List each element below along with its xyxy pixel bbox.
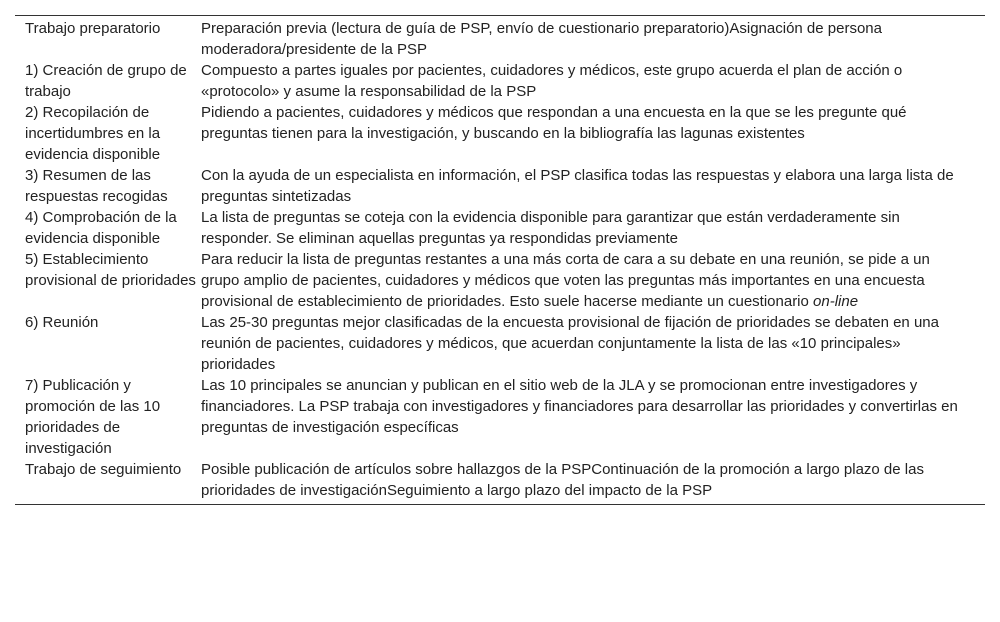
description-cell (201, 165, 985, 207)
table-row (15, 18, 985, 60)
table-row (15, 375, 985, 459)
step-cell: 7) Publicación y promoción de las 10 prioridades de investigación (25, 377, 161, 457)
step-cell: 6) Reunión (25, 314, 99, 331)
table-row (15, 102, 985, 165)
description-italic: on-line (813, 293, 859, 310)
step-cell: 5) Establecimiento provisional de prioridades (25, 251, 196, 289)
description-text: Pidiendo a pacientes, cuidadores y médicos que respondan a una encuesta en la que se les pregunte qué preguntas tienen para la investigación, y buscando en la bibliografía las lagunas existentes (201, 104, 907, 142)
table-row (15, 459, 985, 501)
description-cell (201, 459, 985, 501)
description-cell (201, 312, 985, 375)
description-text: Con la ayuda de un especialista en información, el PSP clasifica todas las respuestas y elabora una larga lista de preguntas sintetizadas (201, 167, 954, 205)
description-cell (201, 375, 985, 459)
step-cell: 2) Recopilación de incertidumbres en la evidencia disponible (25, 104, 161, 163)
step-cell: 3) Resumen de las respuestas recogidas (25, 167, 168, 205)
step-cell: 4) Comprobación de la evidencia disponible (25, 209, 177, 247)
description-text: La lista de preguntas se coteja con la evidencia disponible para garantizar que están verdaderamente sin responder. Se eliminan aquellas preguntas ya respondidas previamente (201, 209, 900, 247)
psp-stages-table (15, 15, 985, 505)
description-text: Preparación previa (lectura de guía de PSP, envío de cuestionario preparatorio)Asignación de persona moderadora/presidente de la PSP (201, 20, 882, 58)
description-cell (201, 249, 985, 312)
description-cell (201, 207, 985, 249)
step-cell: Trabajo de seguimiento (25, 461, 182, 478)
table-row (15, 312, 985, 375)
description-cell (201, 102, 985, 165)
description-text: Las 25-30 preguntas mejor clasificadas de la encuesta provisional de fijación de prioridades se debaten en una reunión de pacientes, cuidadores y médicos, que acuerdan conjuntamente la lista de las «10 principales» prioridades (201, 314, 939, 373)
description-text: Posible publicación de artículos sobre hallazgos de la PSPContinuación de la promoción a largo plazo de las prioridades de investigaciónSeguimiento a largo plazo del impacto de la PSP (201, 461, 924, 499)
description-cell (201, 60, 985, 102)
table-row (15, 60, 985, 102)
step-cell: Trabajo preparatorio (25, 20, 161, 37)
table-row (15, 165, 985, 207)
description-text: Las 10 principales se anuncian y publican en el sitio web de la JLA y se promocionan entre investigadores y financiadores. La PSP trabaja con investigadores y financiadores para desarrollar las prioridades y convertirlas en preguntas de investigación específicas (201, 377, 958, 436)
step-cell: 1) Creación de grupo de trabajo (25, 62, 187, 100)
description-text: Para reducir la lista de preguntas restantes a una más corta de cara a su debate en una reunión, se pide a un grupo amplio de pacientes, cuidadores y médicos que voten las preguntas más importantes en una encuesta provisional de establecimiento de prioridades. Esto suele hacerse mediante un cuestionario (201, 251, 930, 310)
table (15, 18, 985, 501)
table-row (15, 249, 985, 312)
description-cell (201, 18, 985, 60)
description-text: Compuesto a partes iguales por pacientes, cuidadores y médicos, este grupo acuerda el plan de acción o «protocolo» y asume la responsabilidad de la PSP (201, 62, 903, 100)
table-row (15, 207, 985, 249)
